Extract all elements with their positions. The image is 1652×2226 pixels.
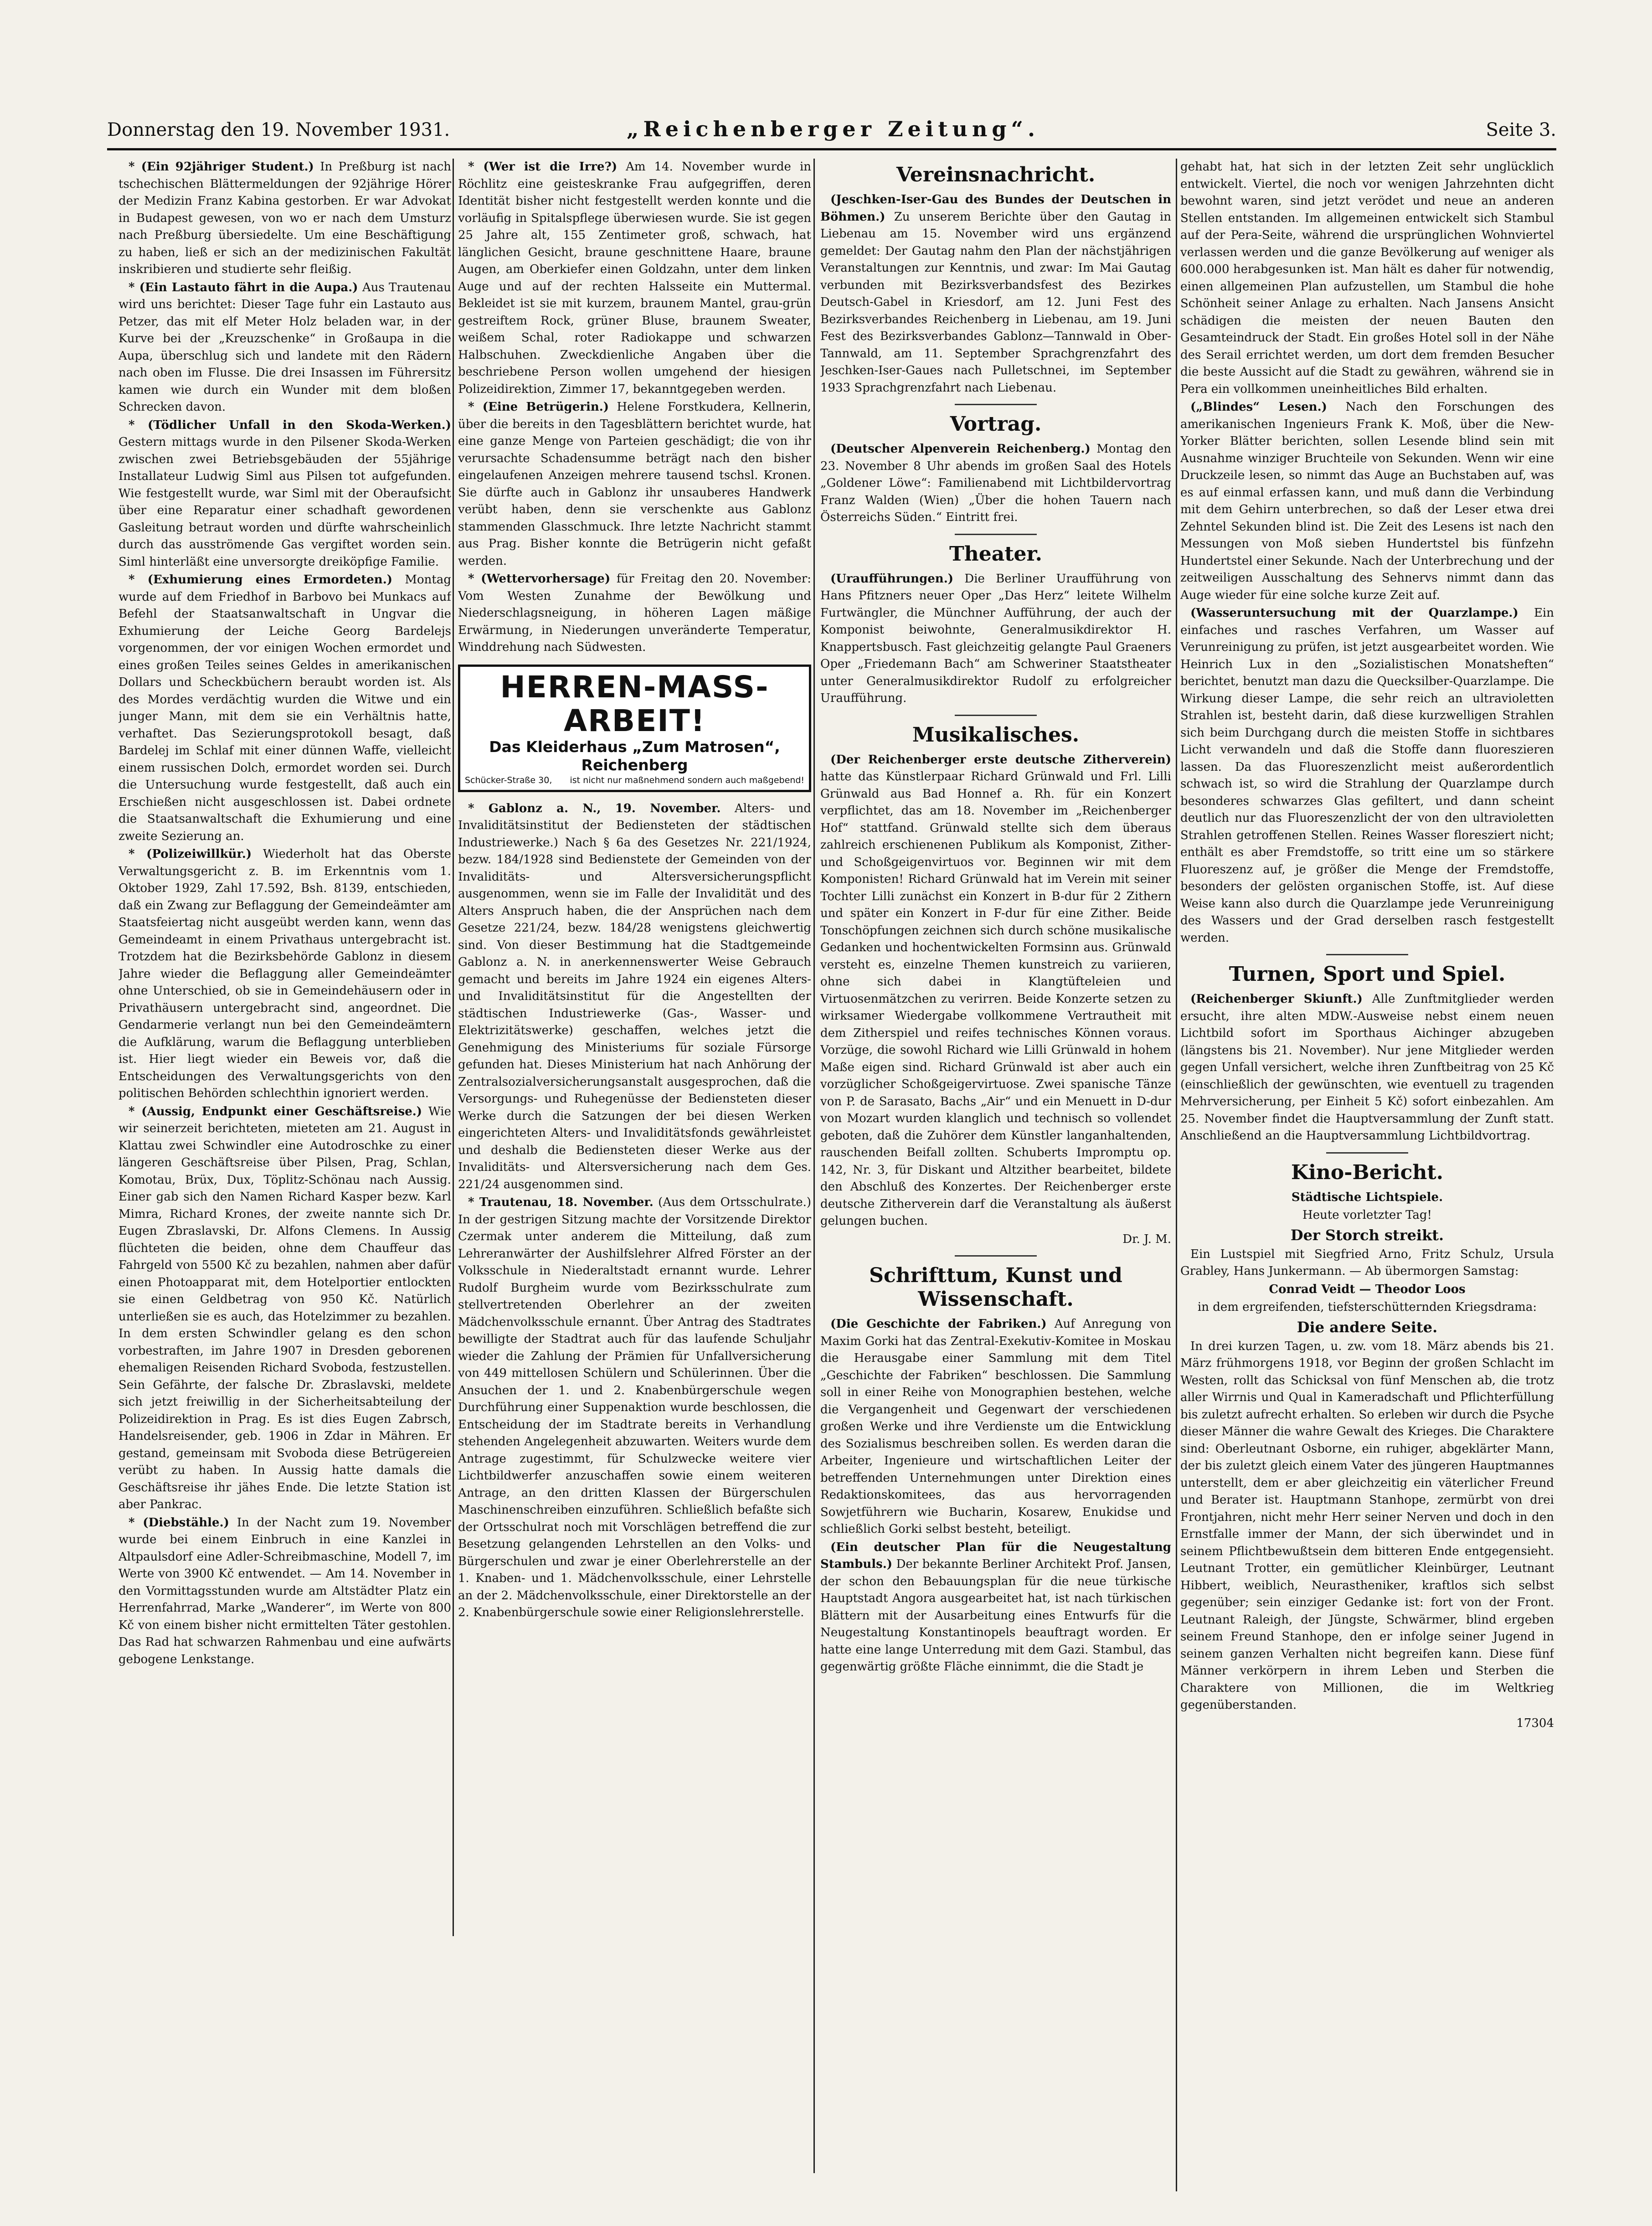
article: * (Ein 92jähriger Student.) In Preßburg ist nach tschechischen Blättermeldungen der 92jährige Hörer der Medizin Franz Kabina gestorben. Er war Advokat in Budapest gewesen, von wo er nach dem Umsturz nach Preßburg übersiedelte. Um eine Beschäftigung zu haben, ließ er sich an der medizinischen Fakultät inskribieren und studierte sehr fleißig. — [118, 160, 451, 276]
article: * (Tödlicher Unfall in den Skoda-Werken.) Gestern mittags wurde in den Pilsener Skoda-Werken zwischen zwei Betriebsgebäuden der 55jährige Installateur Ludwig Siml aus Pilsen tot aufgefunden. Wie festgestellt wurde, war Siml mit der Oberaufsicht über eine Reparatur einer schadhaft gewordenen Gasleitung betraut worden und dürfte wahrscheinlich durch das ausströmende Gas vergiftet worden sein. Siml hinterläßt eine unversorgte dreiköpfige Familie. — [118, 418, 451, 569]
film-description-1: Ein Lustspiel mit Siegfried Arno, Fritz Schulz, Ursula Grabley, Hans Junkermann. — Ab übermorgen Samstag: — [1180, 1247, 1554, 1278]
ad-address: Schücker-Straße 30, — [465, 775, 552, 785]
section-divider — [955, 715, 1037, 716]
column-divider — [813, 159, 815, 2173]
masthead — [107, 119, 1556, 147]
article: (Wasseruntersuchung mit der Quarzlampe.) Ein einfaches und rasches Verfahren, um Wasser auf Verunreinigung zu prüfen, ist jetzt ausgearbeitet worden. Wie Heinrich Lux in den „Sozialistischen Monatsheften“ berichtet, benutzt man dazu die Quecksilber-Quarzlampe. Die Wirkung dieser Lampe, die sehr reich an ultravioletten Strahlen ist, besteht darin, daß diese kurzwelligen Strahlen sich beim Durchgang durch die meisten Stoffe in sichtbares Licht verwandeln und daß die Stoffe dann fluoreszieren lassen. Da das Fluoreszenzlicht meist außerordentlich schwach ist, so wird die Strahlung der Quarzlampe durch besonderes schwarzes Glas gefiltert, und dann scheint deutlich nur das Fluoreszenzlicht der von den ultravioletten Strahlen getroffenen Stellen. Reines Wasser floresziert nicht; enthält es aber Fremdstoffe, so tritt eine um so stärkere Fluoreszenz auf, je größer die Menge der Fremdstoffe, besonders der gelösten organischen Stoffe, ist. Auf diese Weise kann also durch die Quarzlampe jede Verunreinigung des Wassers und der Grad derselben rasch festgestellt werden. — [1180, 606, 1554, 945]
section-divider — [955, 404, 1037, 405]
column-3 — [820, 159, 1171, 2205]
issue-date: Donnerstag den 19. November 1931. — [107, 119, 450, 140]
section-heading-theater: Theater. — [949, 542, 1042, 566]
article: * (Eine Betrügerin.) Helene Forstkudera, Kellnerin, über die bereits in den Tagesblättern berichtet wurde, hat eine ganze Menge von Parteien geschädigt; die von ihr verursachte Schadensumme beträgt nach den bisher eingelaufenen Anzeigen mehrere tausend tschsl. Kronen. Sie dürfte auch in Gablonz ihr unsauberes Handwerk verübt haben, denn sie verschenkte aus Gablonz stammenden Glasschmuck. Ihre letzte Nachricht stammt aus Prag. Bisher konnte die Betrügerin nicht gefaßt werden. — [458, 400, 811, 568]
article: * (Aussig, Endpunkt einer Geschäftsreise.) Wie wir seinerzeit berichteten, mieteten am 21. August in Klattau zwei Schwindler eine Autodroschke zu einer längeren Geschäftsreise über Pilsen, Prag, Schlan, Komotau, Brüx, Dux, Töplitz-Schönau nach Aussig. Einer gab sich den Namen Richard Kasper bezw. Karl Mimra, Richard Krones, der zweite nannte sich Dr. Eugen Zbraslavski, Dr. Alfons Clemens. In Aussig flüchteten die beiden, ohne dem Chauffeur das Fahrgeld von 5500 Kč zu bezahlen, nahmen aber dafür einen Photoapparat mit, dem Hotelportier entlockten sie einen Geldbetrag von 950 Kč. Natürlich unterließen sie es auch, das Hotelzimmer zu bezahlen. In dem ersten Schwindler gelang es den schon vorbestraften, im Jahre 1907 in Dresden geborenen ehemaligen Reisenden Richard Svoboda, festzustellen. Sein Gefährte, der falsche Dr. Zbraslavski, meldete sich jetzt freiwillig in der Sicherheitsabteilung der Polizeidirektion in Prag. Es ist dies Eugen Zabrsch, Handelsreisender, geb. 1906 in Zdar in Mähren. Er gestand, gemeinsam mit Svoboda diese Betrügereien verübt zu haben. In Aussig hatte damals die Geschäftsreise ihr jähes Ende. Die letzte Station ist aber Pankrac. — [118, 1104, 451, 1511]
film-genre-line: in dem ergreifenden, tiefsterschütternden Kriegsdrama: — [1197, 1300, 1537, 1314]
article: * (Wer ist die Irre?) Am 14. November wurde in Röchlitz eine geisteskranke Frau aufgegriffen, deren Identität bisher nicht festgestellt werden konnte und die vorläufig in Spitalspflege überwiesen wurde. Sie ist gegen 25 Jahre alt, 155 Zentimeter groß, schwach, hat länglichen Gesicht, braune geschnittene Haare, braune Augen, am Oberkiefer einen Goldzahn, unter dem linken Auge und auf der rechten Halsseite ein Muttermal. Bekleidet ist sie mit kurzem, braunem Mantel, grau-grün gestreiftem Rock, grüner Bluse, braunem Sweater, weißem Schal, roter Radiokappe und schwarzen Halbschuhen. Zweckdienliche Angaben über die beschriebene Person wollen umgehend der hiesigen Polizeidirektion, Zimmer 17, bekanntgegeben werden. — [458, 160, 811, 396]
ad-subtitle: Das Kleiderhaus „Zum Matrosen“, Reichenberg — [489, 737, 780, 774]
advertisement — [458, 665, 811, 792]
section-heading-musik: Musikalisches. — [912, 723, 1080, 747]
article: („Blindes“ Lesen.) Nach den Forschungen des amerikanischen Ingenieurs Frank K. Moß, über die New-Yorker Blätter berichten, sollen Lesende blind sein mit Ausnahme winziger Bruchteile von Sekunden. Wenn wir eine Druckzeile lesen, so nimmt das Auge an Buchstaben auf, was es auf einmal erfassen kann, und muß dann die Verbindung mit dem Gehirn unterbrechen, so daß der Leser etwa drei Zehntel Sekunden blind ist. Die Zeit des Lesens ist nach den Messungen von Moß sieben Hundertstel bis fünfzehn Hundertstel einer Sekunde. Nach der Unterbrechung und der zeitweiligen Ausschaltung des Sehnervs nimmt dann das Auge wieder für eine solche kurze Zeit auf. — [1180, 400, 1554, 602]
section-divider — [1326, 1152, 1408, 1154]
ad-number: 17304 — [1516, 1716, 1554, 1730]
column-divider — [453, 159, 454, 1936]
film-description-2: In drei kurzen Tagen, u. zw. vom 18. März abends bis 21. März frühmorgens 1918, vor Beginn der großen Schlacht im Westen, rollt das Schicksal von fünf Menschen ab, die trotz aller Wirrnis und Qual in Kameradschaft und Pflichterfüllung bis zuletzt aufrecht erhalten. So erleben wir durch die Psyche dieser Männer die wahre Gewalt des Krieges. Die Charaktere sind: Oberleutnant Osborne, ein ruhiger, abgeklärter Mann, der bis zuletzt gleich einem Vater des jüngeren Hauptmannes unterstellt, dem er aber gleichzeitig ein väterlicher Freund und Berater ist. Hauptmann Stanhope, zermürbt von drei Frontjahren, nicht mehr Herr seiner Nerven und doch in den Ernstfalle immer der Mann, der sich überwindet und in seinem Pflichtbewußtsein dem bitteren Ende entgegensieht. Leutnant Trotter, ein gemütlicher Kleinbürger, Leutnant Hibbert, weiblich, Neurastheniker, kraftlos sich selbst gegenüber; sein einziger Gedanke ist: fort von der Front. Leutnant Raleigh, der Jüngste, Schwärmer, blind ergeben seinem Freund Stanhope, den er infolge seiner Jugend in seinem ganzen Verhalten nicht begreifen kann. Diese fünf Männer verkörpern in ihrem Leben und Sterben die Charaktere von Millionen, die im Weltkrieg gegenüberstanden. — [1180, 1339, 1554, 1712]
article: * (Exhumierung eines Ermordeten.) Montag wurde auf dem Friedhof in Barbovo bei Munkacs auf Befehl der Staatsanwaltschaft in Ungvar die Exhumierung der Leiche Georg Bardelejs vorgenommen, der vor einigen Wochen ermordet und eines großen Teiles seines Geldes in amerikanischen Dollars und Scheckbüchern beraubt worden ist. Als des Mordes verdächtig wurden die Witwe und ein junger Mann, mit dem sie ein Verhältnis hatte, verhaftet. Das Sezierungsprotokoll besagt, daß Bardelej im Schlaf mit einer dünnen Waffe, vielleicht einem russischen Dolch, ermordet worden sei. Durch die Untersuchung wurde festgestellt, daß auch ein Erschießen nicht ausgeschlossen ist. Dabei ordnete die Staatsanwaltschaft die Exhumierung und eine zweite Sezierung an. — [118, 573, 451, 843]
cinema-note: Heute vorletzter Tag! — [1302, 1208, 1432, 1222]
section-divider — [955, 534, 1037, 535]
film-stars: Conrad Veidt — Theodor Loos — [1269, 1282, 1466, 1296]
column-4 — [1180, 159, 1554, 2205]
newspaper-title: „Reichenberger Zeitung“. — [627, 117, 1040, 141]
article: (Ein deutscher Plan für die Neugestaltung Stambuls.) Der bekannte Berliner Architekt Prof. Jansen, der schon den Bebauungsplan für die neue türkische Hauptstadt Angora ausgearbeitet hat, ist nach türkischen Blättern mit der Ausarbeitung eines Entwurfs für die Neugestaltung Konstantinopels beauftragt worden. Er hatte eine lange Unterredung mit dem Gazi. Stambul, das gegenwärtig größte Fläche einnimmt, die die Stadt je — [820, 1540, 1171, 1674]
section-divider — [1326, 954, 1408, 955]
masthead-rule — [107, 148, 1556, 150]
column-divider — [1176, 159, 1177, 2191]
article: (Jeschken-Iser-Gau des Bundes der Deutschen in Böhmen.) Zu unserem Berichte über den Gautag in Liebenau am 15. November wird uns ergänzend gemeldet: Der Gautag nahm den Plan der nächstjährigen Veranstaltungen zur Kenntnis, und zwar: Im Mai Gautag verbunden mit Bezirksverbandsfest des Bezirkes Deutsch-Gabel in Kriesdorf, am 12. Juni Fest des Bezirksverbandes Reichenberg in Liebenau, am 19. Juni Fest des Bezirksverbandes Gablonz—Tannwald in Ober-Tannwald, am 11. September Sprachgrenzfahrt des Jeschken-Iser-Gaues nach Pulletschnei, im September 1933 Sprachgrenzfahrt nach Liebenau. — [820, 193, 1171, 395]
ad-title: HERREN-MASS-ARBEIT! — [500, 669, 769, 738]
article: * (Diebstähle.) In der Nacht zum 19. November wurde bei einem Einbruch in eine Kanzlei in Altpaulsdorf eine Adler-Schreibmaschine, Modell 7, im Werte von 3900 Kč entwendet. — Am 14. November in den Vormittagsstunden wurde am Altstädter Platz ein Herrenfahrrad, Marke „Wanderer“, im Werte von 800 Kč von einem bisher nicht ermittelten Täter gestohlen. Das Rad hat schwarzen Rahmenbau und eine aufwärts gebogene Lenkstange. — [118, 1515, 451, 1666]
article: * Trautenau, 18. November. (Aus dem Ortsschulrate.) In der gestrigen Sitzung machte der Vorsitzende Direktor Czermak unter anderem die Mitteilung, daß zum Lehreranwärter der Aushilfslehrer Alfred Förster an der Volksschule in Niederaltstadt ernannt wurde. Lehrer Rudolf Burgheim wurde vom Bezirksschulrate zum stellvertretenden Oberlehrer an der zweiten Mädchenvolksschule ernannt. Über Antrag des Stadtrates bewilligte der Stadtrat auch für das laufende Schuljahr wieder die Zahlung der Prämien für Unfallversicherung von 449 mittellosen Schülern und Schülerinnen. Über die Ansuchen der 1. und 2. Knabenbürgerschule wegen Durchführung einer Suppenaktion wurde beschlossen, die Entscheidung der im Stadtrate bereits in Verhandlung stehenden Angelegenheit abzuwarten. Weiters wurde dem Antrage zugestimmt, für Schulzwecke weitere vier Lichtbildwerfer anzuschaffen sowie einem weiteren Antrage, an den dritten Klassen der Bürgerschulen Maschinenschreiben einzuführen. Schließlich befaßte sich der Ortsschulrat noch mit Vorschlägen betreffend die zur Besetzung gelangenden Lehrstellen an den Volks- und Bürgerschulen und zwar je einer Oberlehrerstelle an der 1. Knaben- und 1. Mädchenvolksschule, einer Lehrstelle an der 2. Mädchenvolksschule, einer Direktorstelle an der 2. Knabenbürgerschule sowie einer Religionslehrerstelle. — [458, 1195, 811, 1619]
article: * (Wettervorhersage) für Freitag den 20. November: Vom Westen Zunahme der Bewölkung und Niederschlagsneigung, in höheren Lagen mäßige Erwärmung, in Niederungen unveränderte Temperatur, Winddrehung nach Südwesten. — [458, 572, 811, 654]
article: * (Polizeiwillkür.) Wiederholt hat das Oberste Verwaltungsgericht z. B. im Erkenntnis vom 1. Oktober 1929, Zahl 17.592, Bsh. 8139, entschieden, daß ein Zwang zur Beflaggung der Gemeindeämter am Staatsfeiertag nicht ausgeübt werden kann, wenn das Gemeindeamt in einem Privathaus untergebracht ist. Trotzdem hat die Bezirksbehörde Gablonz in diesem Jahre wieder die Beflaggung aller Gemeindeämter ohne Unterschied, ob sie in Gemeindehäusern oder in Privathäusern untergebracht sind, angeordnet. Die Gendarmerie verlangt nun bei den Gemeindeämtern die Aufklärung, warum die Beflaggung unterblieben ist. Hier liegt wieder ein Beweis vor, daß die Entscheidungen des Verwaltungsgerichts von den politischen Behörden schlechthin ignoriert werden. — [118, 847, 451, 1100]
section-heading-verein: Vereinsnachricht. — [896, 163, 1096, 186]
film-title-1: Der Storch streikt. — [1290, 1226, 1444, 1244]
ad-note: ist nicht nur maßnehmend sondern auch maßgebend! — [570, 775, 804, 785]
article: (Uraufführungen.) Die Berliner Uraufführung von Hans Pfitzners neuer Oper „Das Herz“ leitete Wilhelm Furtwängler, die Münchner Aufführung, der auch der Komponist beiwohnte, Generalmusikdirektor H. Knappertsbusch. Fast gleichzeitig gelangte Paul Graeners Oper „Friedemann Bach“ am Schweriner Staatstheater unter Generalmusikdirektor Rudolf zu erfolgreicher Uraufführung. — [820, 572, 1171, 705]
section-heading-schrifttum: Schrifttum, Kunst und Wissenschaft. — [869, 1264, 1122, 1311]
ad-footer — [465, 774, 804, 786]
article: * (Ein Lastauto fährt in die Aupa.) Aus Trautenau wird uns berichtet: Dieser Tage fuhr ein Lastauto aus Petzer, das mit elf Meter Holz beladen war, in der Kurve bei der „Kreuzschenke“ in Großaupa in die Aupa, überschlug sich und landete mit den Rädern nach oben im Flusse. Die drei Insassen im Führersitz kamen wie durch ein Wunder mit dem bloßen Schrecken davon. — [118, 280, 451, 414]
article: (Die Geschichte der Fabriken.) Auf Anregung von Maxim Gorki hat das Zentral-Exekutiv-Komitee in Moskau die Herausgabe einer Sammlung mit dem Titel „Geschichte der Fabriken“ beschlossen. Die Sammlung soll in einer Reihe von Monographien bestehen, welche die Vergangenheit und Gegenwart der verschiedenen großen Werke und ihre Verdienste um die Entwicklung des Sozialismus beschreiben sollen. Es werden daran die Arbeiter, Ingenieure und wirtschaftlichen Leiter der betreffenden Unternehmungen unter Direktion eines Redaktionskomitees, das aus hervorragenden Sowjetführern wie Bucharin, Kosarew, Enukidse und schließlich Gorki selbst besteht, beteiligt. — [820, 1317, 1171, 1536]
section-heading-sport: Turnen, Sport und Spiel. — [1229, 963, 1506, 986]
section-heading-kino: Kino-Bericht. — [1291, 1160, 1444, 1184]
section-heading-vortrag: Vortrag. — [950, 412, 1042, 436]
article: (Der Reichenberger erste deutsche Zitherverein) hatte das Künstlerpaar Richard Grünwald und Frl. Lilli Grünwald aus Bad Honnef a. Rh. für ein Konzert verpflichtet, das am 18. November im „Reichenberger Hof“ stattfand. Grünwald stellte sich dem überaus zahlreich erschienenen Publikum als Komponist, Zither- und Schoßgeigenvirtuos vor. Beginnen wir mit dem Komponisten! Richard Grünwald hat im Verein mit seiner Tochter Lilli zunächst ein Konzert in B-dur für 2 Zithern und später ein Konzert in F-dur für eine Zither. Beide Tonschöpfungen zeichnen sich durch schöne musikalische Gedanken und hochentwickelten Formsinn aus. Grünwald versteht es, einzelne Themen kunstreich zu variieren, ohne sich dabei in Klangtüfteleien und Virtuosenmätzchen zu verirren. Beide Konzerte setzen zu wirksamer Wiedergabe vollkommene Vertrautheit mit dem Zitherspiel und reifes technisches Können voraus. Vorzüge, die sowohl Richard wie Lilli Grünwald in hohem Maße eigen sind. Richard Grünwald ist aber auch ein vorzüglicher Schoßgeigervirtuose. Zwei spanische Tänze von P. de Sarasato, Bachs „Air“ und ein Menuett in D-dur von Mozart wurden klanglich und technisch so vollendet geboten, daß die Zuhörer dem Künstler langanhaltenden, rauschenden Beifall zollten. Schuberts Impromptu op. 142, Nr. 3, für Diskant und Altzither bearbeitet, bildete den Abschluß des Konzertes. Der Reichenberger erste deutsche Zitherverein darf die Veranstaltung als äußerst gelungen buchen. — [820, 752, 1171, 1228]
cinema-name: Städtische Lichtspiele. — [1291, 1190, 1443, 1204]
page-number: Seite 3. — [1486, 119, 1556, 140]
article: (Deutscher Alpenverein Reichenberg.) Montag den 23. November 8 Uhr abends im großen Saal des Hotels „Goldener Löwe“: Familienabend mit Lichtbildervortrag Franz Walden (Wien) „Über die hohen Tauern nach Österreichs Süden.“ Eintritt frei. — [820, 442, 1171, 524]
author-signature: Dr. J. M. — [1122, 1232, 1171, 1246]
column-2 — [458, 159, 811, 2205]
section-divider — [955, 1255, 1037, 1257]
article-continuation: gehabt hat, hat sich in der letzten Zeit sehr unglücklich entwickelt. Viertel, die noch vor wenigen Jahrzehnten dicht bewohnt waren, sind jetzt verödet und neue an anderen Stellen entstanden. Im allgemeinen entwickelt sich Stambul auf der Pera-Seite, während die ursprünglichen Wohnviertel verlassen werden und die ganze Bevölkerung auf weniger als 600.000 herabgesunken ist. Man hält es daher für notwendig, einen allgemeinen Plan aufzustellen, um Stambul die hohe Schönheit seiner Anlage zu erhalten. Nach Jansens Ansicht schädigen die meisten der neuen Bauten den Gesamteindruck der Stadt. Ein großes Hotel soll in der Nähe des Serail errichtet werden, um dort dem fremden Besucher die beste Aussicht auf die Stadt zu gewähren, während sie in Pera ein vollkommen uneinheitliches Bild erhalten. — [1180, 160, 1554, 396]
film-title-2: Die andere Seite. — [1297, 1318, 1438, 1336]
column-1 — [118, 159, 451, 2205]
article: (Reichenberger Skiunft.) Alle Zunftmitglieder werden ersucht, ihre alten MDW.-Ausweise nebst einem neuen Lichtbild sofort im Sporthaus Aichinger abzugeben (längstens bis 21. November). Nur jene Mitglieder werden gegen Unfall versichert, welche ihren Zunftbeitrag von 25 Kč (einschließlich der gewünschten, wie eventuell zu tragenden Mehrversicherung, per Einheit 5 Kč) sofort einbezahlen. Am 25. November findet die Hauptversammlung der Zunft statt. Anschließend an die Hauptversammlung Lichtbildvortrag. — [1180, 992, 1554, 1143]
article: * Gablonz a. N., 19. November. Alters- und Invaliditätsinstitut der Bediensteten der städtischen Industriewerke.) Nach § 6a des Gesetzes Nr. 221/1924, bezw. 184/1928 sind Bedienstete der Gemeinden von der Invaliditäts- und Altersversicherungspflicht ausgenommen, wenn sie im Falle der Invalidität und des Alters Anspruch haben, die der Ansprüchen nach dem Gesetze 221/24, bezw. 184/28 wenigstens gleichwertig sind. Von dieser Bestimmung hat die Stadtgemeinde Gablonz a. N. in anerkennenswerter Weise Gebrauch gemacht und bereits im Jahre 1924 ein eigenes Alters- und Invaliditätsinstitut für die Angestellten der städtischen Industriewerke (Gas-, Wasser- und Elektrizitätswerke) geschaffen, welches jetzt die Genehmigung des Ministeriums für soziale Fürsorge gefunden hat. Dieses Ministerium hat nach Anhörung der Zentralsozialversicherungsanstalt ausgesprochen, daß die Versorgungs- und Ruhegenüsse der Bediensteten dieser Werke durch die Satzungen der bei diesen Werken eingerichteten Alters- und Invaliditätsfonds gewährleistet und deshalb die Bediensteten dieser Werke aus der Invaliditäts- und Altersversicherung nach dem Ges. 221/24 ausgenommen sind. — [458, 801, 811, 1191]
